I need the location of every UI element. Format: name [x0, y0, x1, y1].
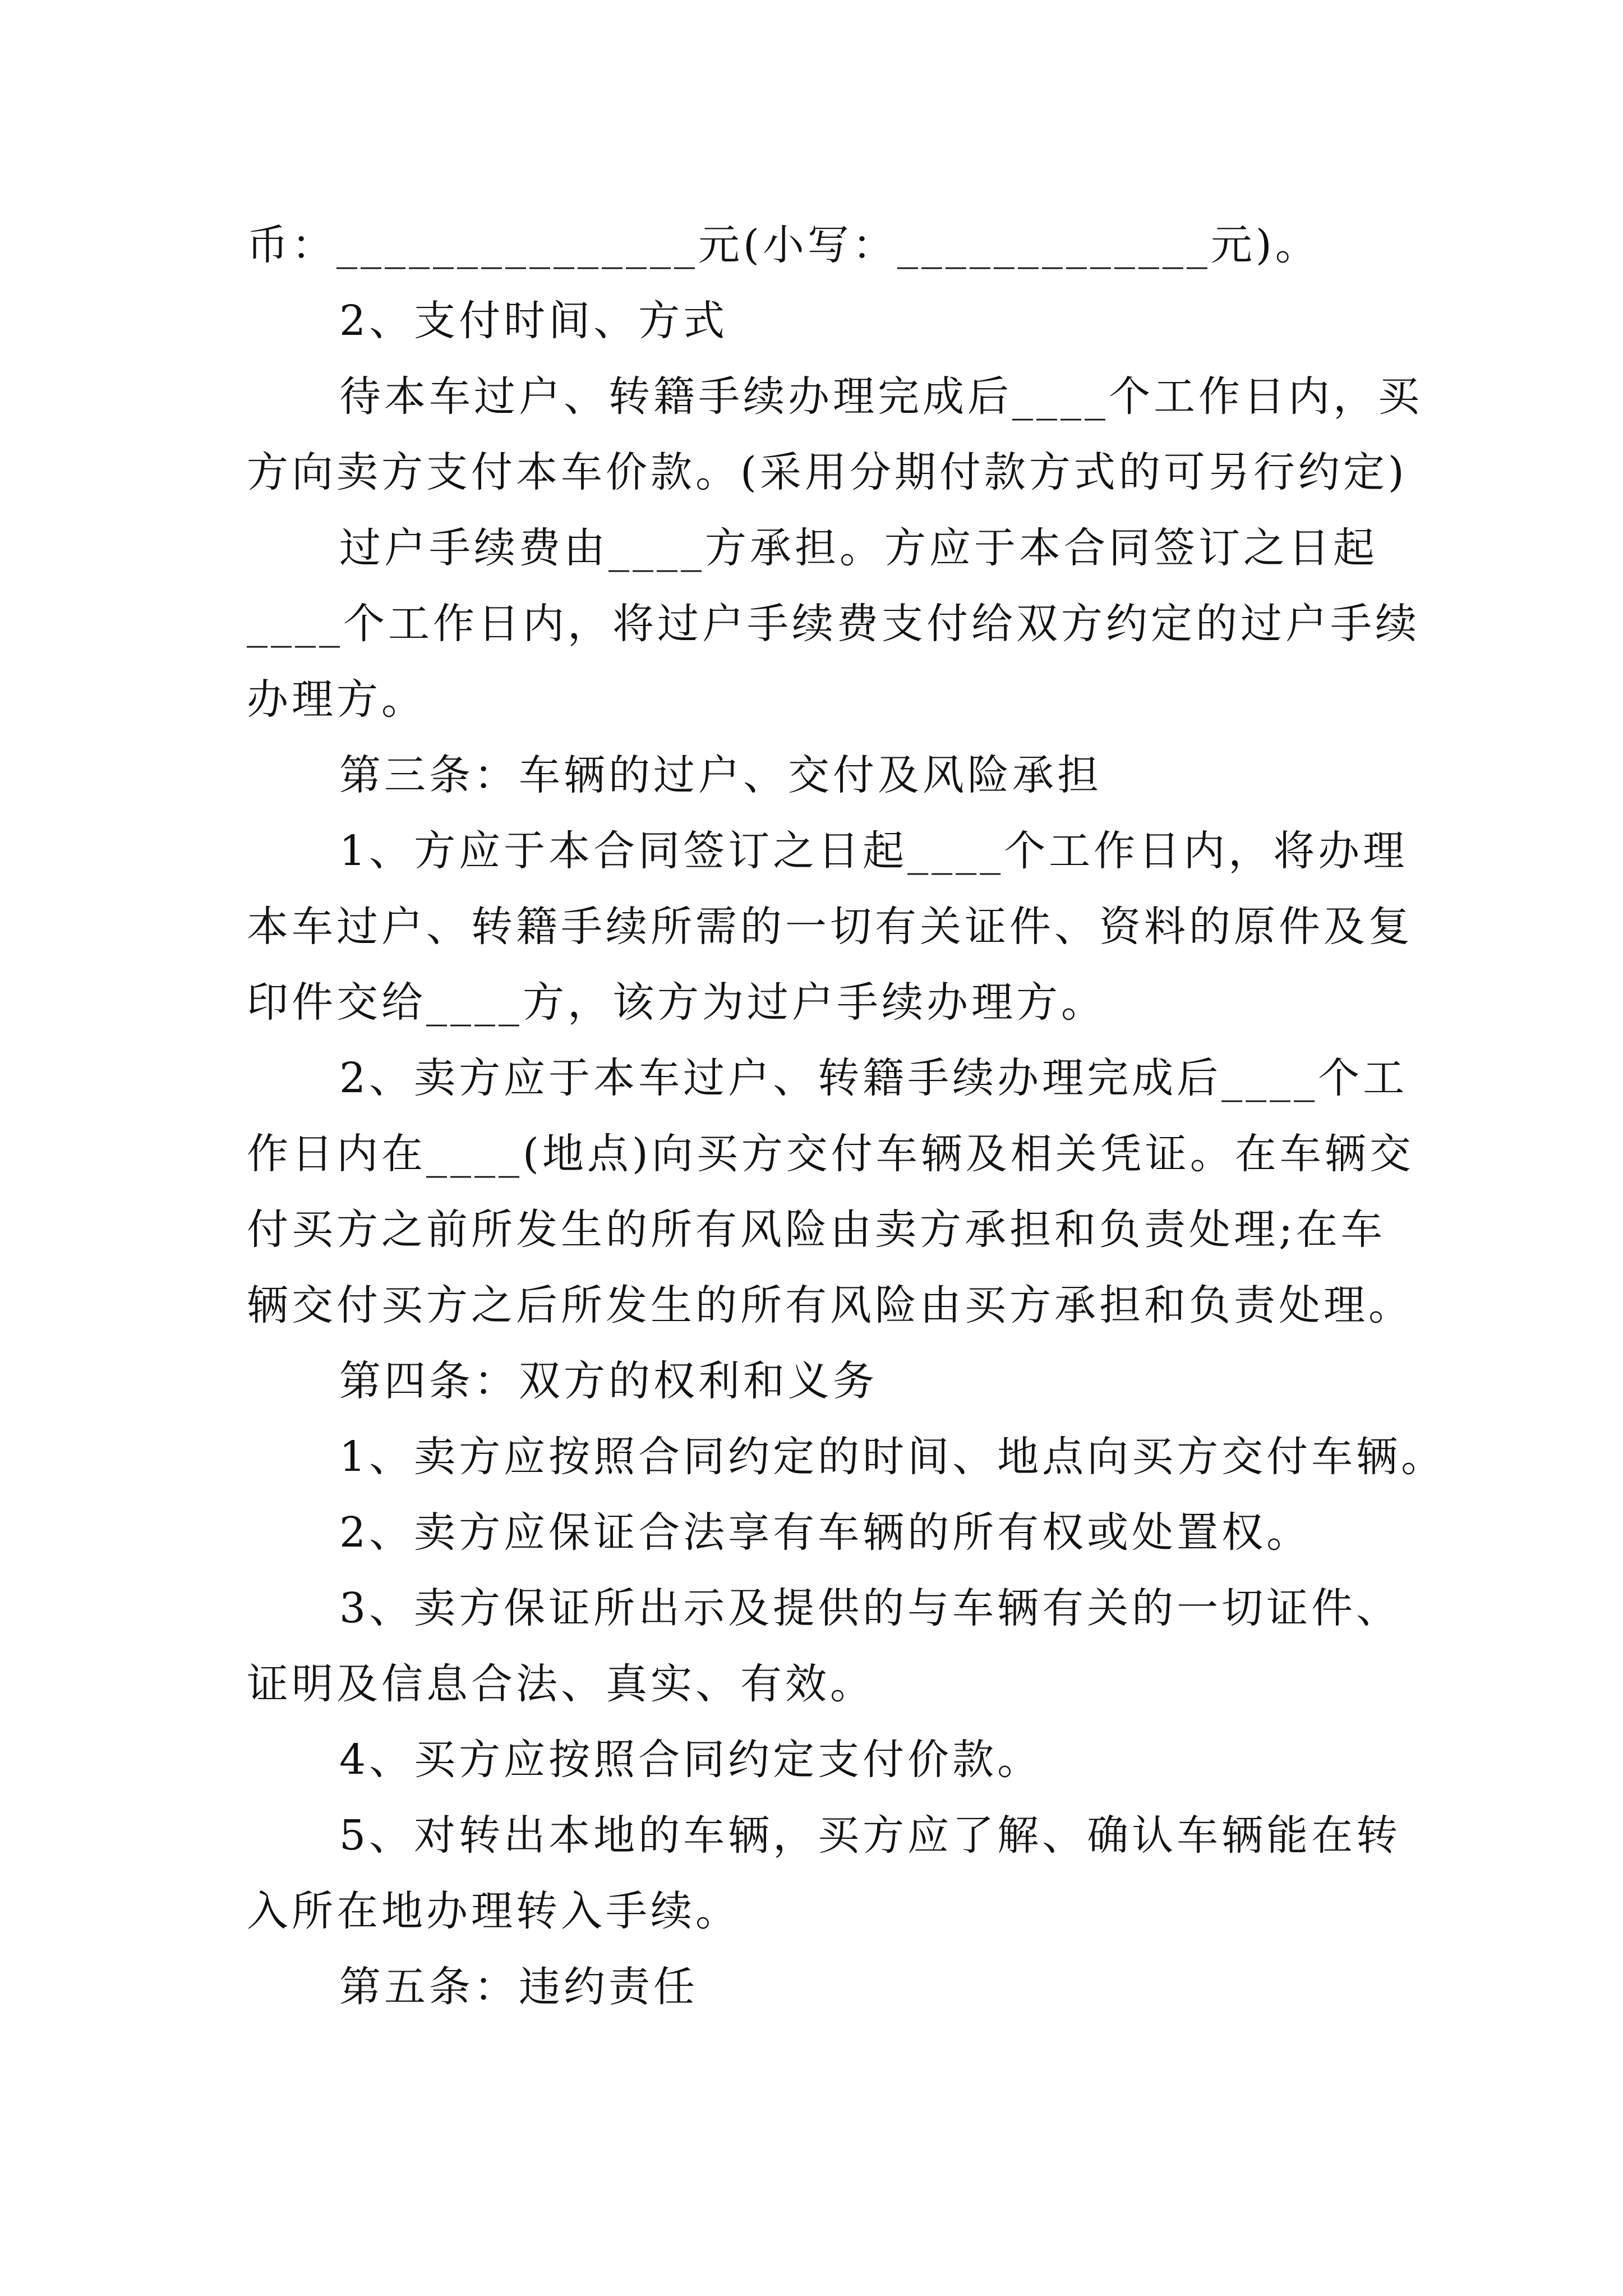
text-line: 本车过户、转籍手续所需的一切有关证件、资料的原件及复: [247, 903, 1413, 951]
text-line: 印件交给____方，该方为过户手续办理方。: [247, 978, 1106, 1027]
text-line: 1、方应于本合同签订之日起____个工作日内，将办理: [339, 827, 1408, 875]
text-line: 作日内在____(地点)向买方交付车辆及相关凭证。在车辆交: [247, 1130, 1414, 1178]
text-line: 4、买方应按照合同约定支付价款。: [339, 1736, 1043, 1784]
text-line: 3、卖方保证所出示及提供的与车辆有关的一切证件、: [339, 1584, 1401, 1632]
article-heading-3: 第三条：车辆的过户、交付及风险承担: [339, 751, 1102, 799]
text-line: 过户手续费由____方承担。方应于本合同签订之日起: [339, 524, 1378, 572]
text-line: ____个工作日内，将过户手续费支付给双方约定的过户手续: [247, 600, 1420, 648]
text-line-price: 币：_______________元(小写：_____________元)。: [247, 221, 1320, 269]
text-line: 5、对转出本地的车辆，买方应了解、确认车辆能在转: [339, 1811, 1401, 1860]
text-line: 待本车过户、转籍手续办理完成后____个工作日内，买: [339, 372, 1423, 421]
text-line: 入所在地办理转入手续。: [247, 1887, 740, 1935]
text-line: 证明及信息合法、真实、有效。: [247, 1660, 875, 1708]
text-line: 2、卖方应于本车过户、转籍手续办理完成后____个工: [339, 1054, 1408, 1102]
text-line: 1、卖方应按照合同约定的时间、地点向买方交付车辆。: [339, 1433, 1446, 1481]
text-line: 2、卖方应保证合法享有车辆的所有权或处置权。: [339, 1508, 1312, 1557]
text-line: 付买方之前所发生的所有风险由卖方承担和负责处理;在车: [247, 1205, 1386, 1254]
text-line: 辆交付买方之后所发生的所有风险由买方承担和负责处理。: [247, 1281, 1413, 1329]
text-line: 方向卖方支付本车价款。(采用分期付款方式的可另行约定): [247, 448, 1408, 496]
article-heading-4: 第四条：双方的权利和义务: [339, 1357, 878, 1405]
article-heading-5: 第五条：违约责任: [339, 1963, 698, 2011]
text-line-payment-heading: 2、支付时间、方式: [339, 297, 728, 345]
text-line: 办理方。: [247, 675, 426, 724]
